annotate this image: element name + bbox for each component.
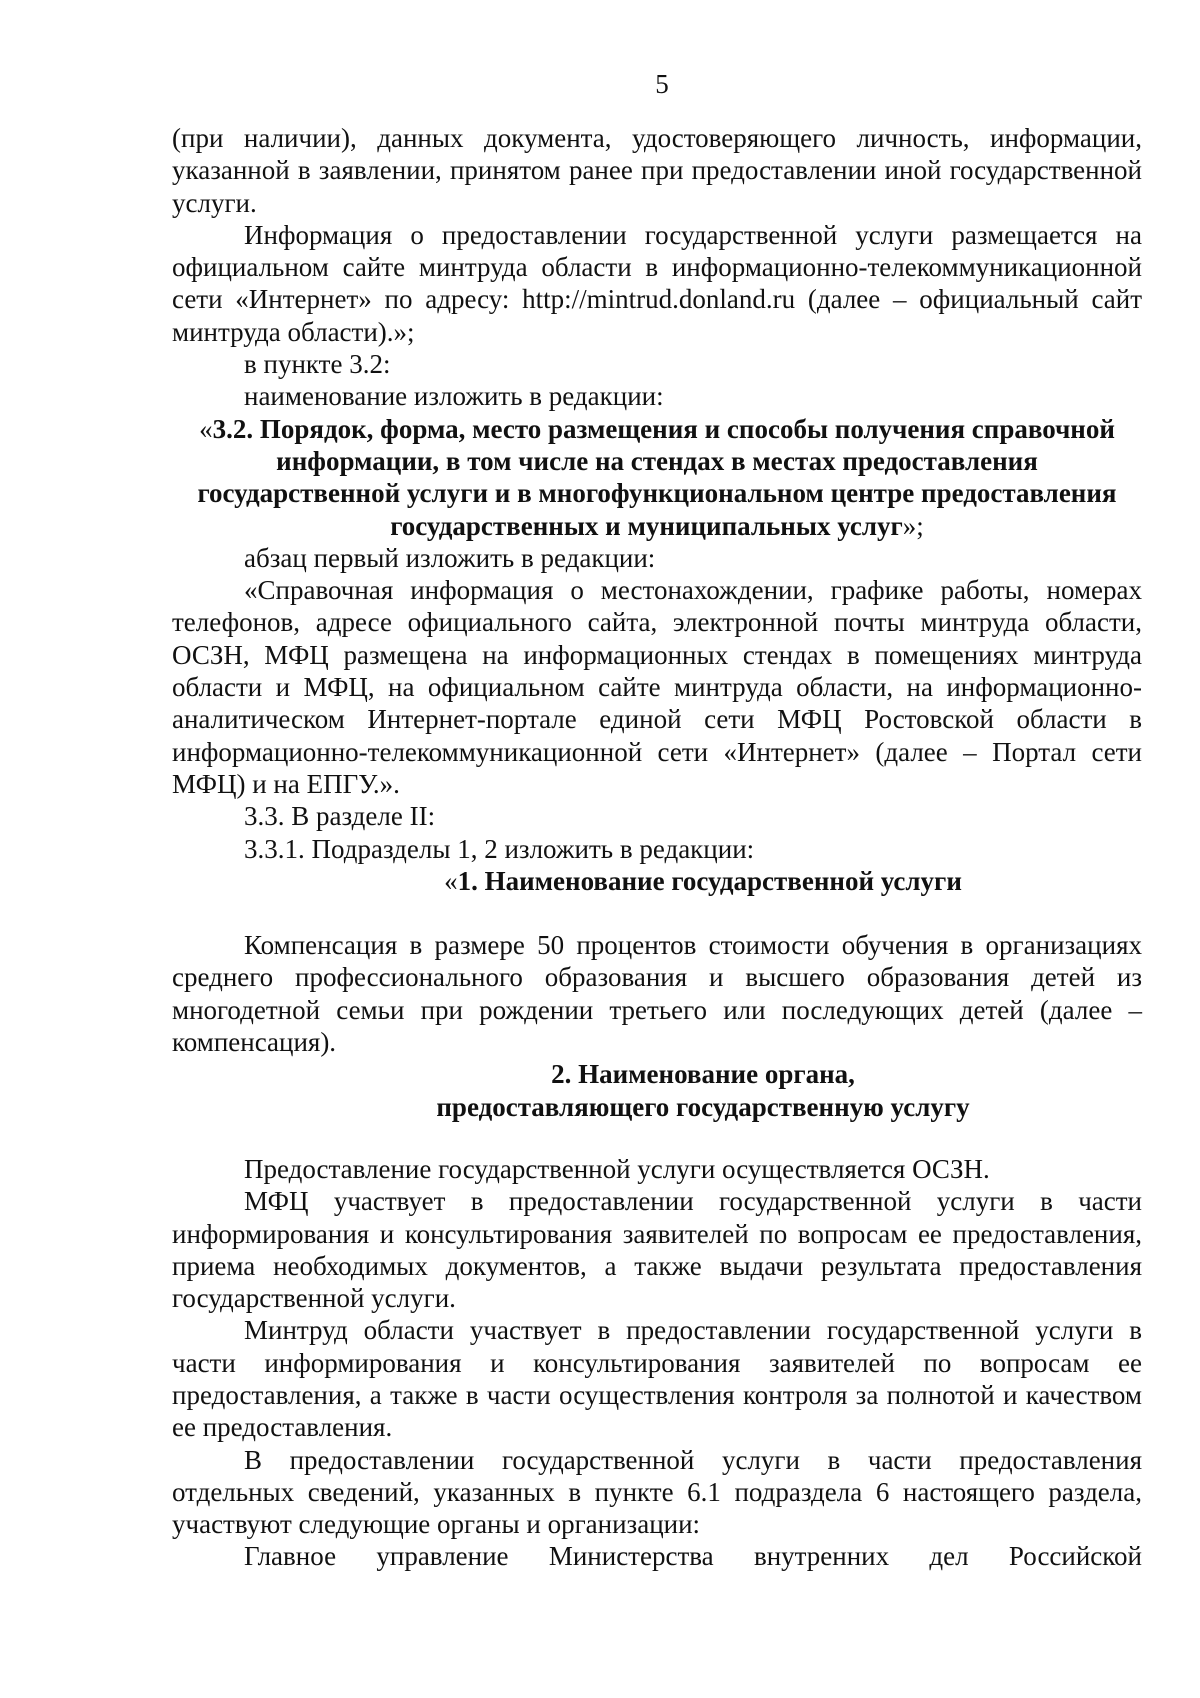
paragraph-item-3-2: в пункте 3.2: [244, 349, 391, 380]
heading-1-text: 1. Наименование государственной услуги [457, 865, 962, 896]
spacer [172, 897, 1142, 929]
spacer [172, 1123, 1142, 1153]
heading-2-line1: 2. Наименование органа, [551, 1059, 855, 1090]
document-page [172, 68, 1142, 1573]
paragraph-name-edit: наименование изложить в редакции: [244, 381, 664, 412]
paragraph-reference-info: «Справочная информация о местонахождении, графике работы, номерах телефонов, адресе официального сайта, электронной почты минтруда области, ОСЗН, МФЦ размещена на информационных стендах в помещениях минтруда области и МФЦ, на официальном сайте минтруда области, на информационно-аналитическом Интернет-портале единой сети МФЦ Ростовской области в информационно-телекоммуникационной сети «Интернет» (далее – Портал сети МФЦ) и на ЕПГУ.». [172, 575, 1142, 799]
paragraph-section-3-3-1: 3.3.1. Подразделы 1, 2 изложить в редакции: [244, 833, 755, 864]
paragraph-info-website: Информация о предоставлении государственной услуги размещается на официальном сайте минтруда области в информационно-телекоммуникационной сети «Интернет» по адресу: http://mintrud.donland.ru (далее – официальный сайт минтруда области).»; [172, 219, 1142, 347]
paragraph-mvd: Главное управление Министерства внутренних дел Российской [244, 1541, 1142, 1572]
heading-3-2-text: 3.2. Порядок, форма, место размещения и способы получения справочной информации, в том числе на стендах в местах предоставления государственной услуги и в многофункциональном центре предоставления государственных и муниципальных услуг [197, 413, 1117, 541]
paragraph-participants: В предоставлении государственной услуги в части предоставления отдельных сведений, указанных в пункте 6.1 подраздела 6 настоящего раздела, участвуют следующие органы и организации: [172, 1444, 1142, 1540]
heading-3-2-open-quote: « [199, 413, 213, 444]
paragraph-first-edit: абзац первый изложить в редакции: [244, 542, 656, 573]
paragraph-mintrud: Минтруд области участвует в предоставлении государственной услуги в части информирования и консультирования заявителей по вопросам ее предоставления, а также в части осуществления контроля за полнотой и качеством ее предоставления. [172, 1315, 1142, 1443]
heading-1-open-quote: « [444, 865, 458, 896]
paragraph-compensation: Компенсация в размере 50 процентов стоимости обучения в организациях среднего профессионального образования и высшего образования детей из многодетной семьи при рождении третьего или последующих детей (далее – компенсация). [172, 930, 1142, 1058]
paragraph-mfc: МФЦ участвует в предоставлении государственной услуги в части информирования и консультирования заявителей по вопросам ее предоставления, приема необходимых документов, а также выдачи результата предоставления государственной услуги. [172, 1186, 1142, 1314]
page-number: 5 [655, 69, 669, 99]
paragraph-section-3-3: 3.3. В разделе II: [244, 801, 436, 832]
heading-1 [172, 865, 1142, 897]
heading-3-2-close-quote: »; [902, 510, 924, 541]
heading-3-2 [172, 413, 1142, 542]
heading-2-line2: предоставляющего государственную услугу [436, 1091, 970, 1122]
paragraph-continuation: (при наличии), данных документа, удостоверяющего личность, информации, указанной в заявлении, принятом ранее при предоставлении иной государственной услуги. [172, 123, 1142, 218]
paragraph-oszn: Предоставление государственной услуги осуществляется ОСЗН. [244, 1153, 990, 1184]
